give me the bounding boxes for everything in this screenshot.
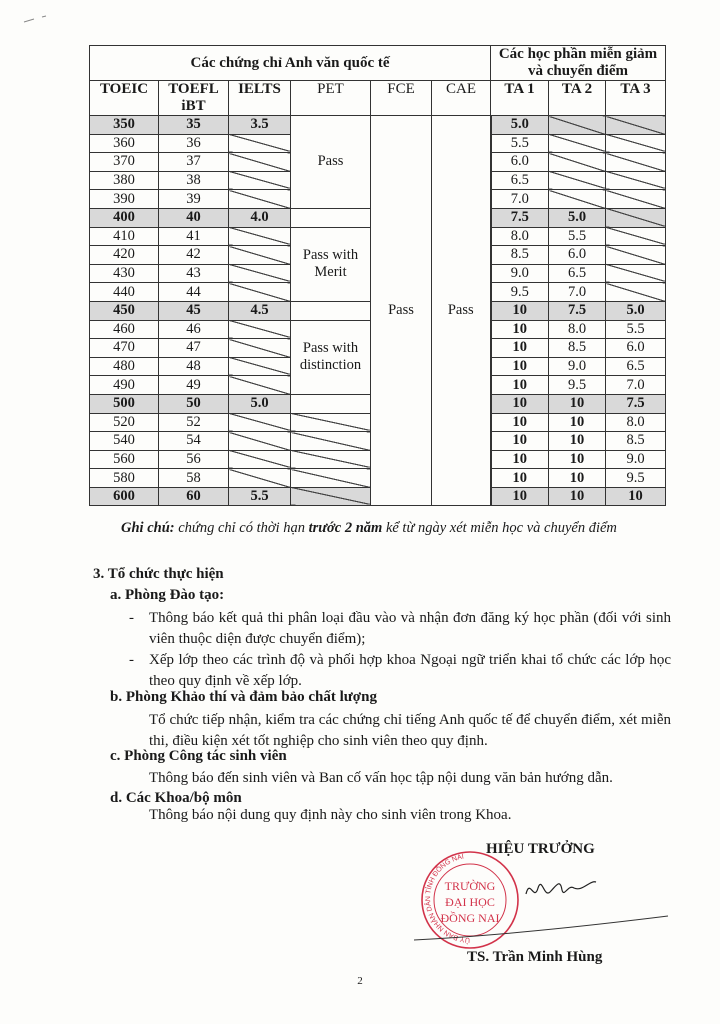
note-text-2: kể từ ngày xét miễn học và chuyển điểm	[382, 520, 617, 536]
cell-pet: Pass	[291, 116, 371, 209]
cell-ta2: 5.0	[549, 208, 606, 227]
cell-ta1: 10	[491, 469, 549, 488]
cell-toeic: 410	[90, 227, 159, 246]
subsection-a-title: a. Phòng Đào tạo:	[110, 587, 225, 603]
subsection-c-title: c. Phòng Công tác sinh viên	[110, 748, 287, 764]
cell-toefl: 56	[159, 450, 229, 469]
cell-toefl: 58	[159, 469, 229, 488]
cell-ta2-crossed	[549, 190, 606, 209]
cell-toefl: 35	[159, 116, 229, 135]
cell-toeic: 470	[90, 339, 159, 358]
cell-ta3: 6.0	[606, 339, 666, 358]
cell-ta2: 6.0	[549, 246, 606, 265]
cell-ielts-crossed	[229, 190, 291, 209]
cell-ielts-crossed	[229, 432, 291, 451]
cell-ielts-crossed	[229, 413, 291, 432]
cell-toefl: 45	[159, 301, 229, 320]
cell-ta1: 10	[491, 320, 549, 339]
cell-ielts-crossed	[229, 227, 291, 246]
cell-pet-empty	[291, 394, 371, 413]
cell-toefl: 42	[159, 246, 229, 265]
cell-ta1: 10	[491, 301, 549, 320]
cell-ielts-crossed	[229, 134, 291, 153]
cell-toeic: 500	[90, 394, 159, 413]
cell-ta3-crossed	[606, 116, 666, 135]
col-header-toefl: TOEFL iBT	[159, 81, 229, 116]
cell-ielts: 3.5	[229, 116, 291, 135]
cell-ielts-crossed	[229, 357, 291, 376]
cell-ta3-crossed	[606, 208, 666, 227]
cell-ta1: 10	[491, 339, 549, 358]
cell-toefl: 36	[159, 134, 229, 153]
cell-ta3: 10	[606, 487, 666, 506]
cell-ta2: 7.0	[549, 283, 606, 302]
cell-ielts-crossed	[229, 264, 291, 283]
cell-toeic: 360	[90, 134, 159, 153]
svg-text:ỦY BAN NHÂN DÂN TỈNH ĐỒNG NAI: ỦY BAN NHÂN DÂN TỈNH ĐỒNG NAI	[425, 853, 471, 944]
cell-toeic: 420	[90, 246, 159, 265]
cell-ta3-crossed	[606, 264, 666, 283]
cell-pet-empty	[291, 208, 371, 227]
signer-name: TS. Trần Minh Hùng	[467, 949, 603, 965]
cell-ta2: 10	[549, 487, 606, 506]
cell-ta1: 8.5	[491, 246, 549, 265]
cell-ta2: 6.5	[549, 264, 606, 283]
cell-ta2: 10	[549, 413, 606, 432]
cell-ta2: 8.5	[549, 339, 606, 358]
cell-ta2: 7.5	[549, 301, 606, 320]
cell-toeic: 390	[90, 190, 159, 209]
cell-ta1: 9.5	[491, 283, 549, 302]
cell-ta1: 6.5	[491, 171, 549, 190]
cell-ta3: 8.0	[606, 413, 666, 432]
cell-ta3-crossed	[606, 227, 666, 246]
cell-ta2: 9.5	[549, 376, 606, 395]
subsection-d-title: d. Các Khoa/bộ môn	[110, 790, 242, 806]
handwritten-signature	[520, 868, 600, 908]
cell-pet-crossed	[291, 413, 371, 432]
cell-ielts: 5.5	[229, 487, 291, 506]
cell-ta1: 7.0	[491, 190, 549, 209]
cell-ielts: 5.0	[229, 394, 291, 413]
cell-ta2: 10	[549, 394, 606, 413]
col-header-fce: FCE	[371, 81, 432, 116]
cell-ta1: 10	[491, 357, 549, 376]
col-header-toeic: TOEIC	[90, 81, 159, 116]
cell-toefl: 49	[159, 376, 229, 395]
cell-ta2: 10	[549, 432, 606, 451]
bullet-dash: -	[129, 610, 134, 626]
cell-ta1: 10	[491, 432, 549, 451]
certificate-table	[89, 45, 666, 506]
cell-toefl: 46	[159, 320, 229, 339]
cell-toefl: 50	[159, 394, 229, 413]
cell-ta3: 7.0	[606, 376, 666, 395]
cell-toeic: 430	[90, 264, 159, 283]
cell-ta3-crossed	[606, 190, 666, 209]
cell-toeic: 370	[90, 153, 159, 172]
cell-ta3: 8.5	[606, 432, 666, 451]
cell-toeic: 400	[90, 208, 159, 227]
cell-pet-crossed	[291, 432, 371, 451]
cell-ielts-crossed	[229, 246, 291, 265]
cell-pet-crossed	[291, 469, 371, 488]
cell-ta2: 8.0	[549, 320, 606, 339]
cell-ta3-crossed	[606, 283, 666, 302]
cell-toefl: 52	[159, 413, 229, 432]
cell-ielts-crossed	[229, 450, 291, 469]
cell-toeic: 490	[90, 376, 159, 395]
cell-toefl: 54	[159, 432, 229, 451]
cell-ta3: 6.5	[606, 357, 666, 376]
signature-underline	[412, 914, 672, 944]
svg-text:ĐỒNG NAI: ĐỒNG NAI	[440, 911, 500, 925]
cell-toefl: 38	[159, 171, 229, 190]
cell-pet: Pass with Merit	[291, 227, 371, 301]
cell-pet-empty	[291, 301, 371, 320]
cell-ta3-crossed	[606, 134, 666, 153]
cell-toeic: 560	[90, 450, 159, 469]
subsection-c-text: Thông báo đến sinh viên và Ban cố vấn học tập nội dung văn bản hướng dẫn.	[149, 770, 613, 786]
table-row	[90, 116, 666, 135]
cell-toefl: 48	[159, 357, 229, 376]
subsection-a-item-1: Thông báo kết quả thi phân loại đầu vào và nhận đơn đăng ký học phần (đối với sinh viên thuộc diện được chuyển điểm);	[149, 610, 671, 647]
cell-pet: Pass with distinction	[291, 320, 371, 394]
col-header-pet: PET	[291, 81, 371, 116]
cell-toefl: 40	[159, 208, 229, 227]
cell-ielts-crossed	[229, 283, 291, 302]
cell-ta1: 10	[491, 413, 549, 432]
group-header-certificates: Các chứng chỉ Anh văn quốc tế	[90, 46, 491, 81]
cell-toeic: 480	[90, 357, 159, 376]
subsection-d-text: Thông báo nội dung quy định này cho sinh viên trong Khoa.	[149, 807, 512, 823]
svg-text:ĐẠI HỌC: ĐẠI HỌC	[445, 895, 495, 909]
cell-pet-crossed	[291, 487, 371, 506]
note-label: Ghi chú:	[121, 520, 175, 536]
cell-toefl: 43	[159, 264, 229, 283]
cell-ta1: 10	[491, 487, 549, 506]
certificate-table-body	[90, 116, 666, 506]
cell-toeic: 350	[90, 116, 159, 135]
cell-toefl: 47	[159, 339, 229, 358]
cell-ta3-crossed	[606, 246, 666, 265]
cell-cae: Pass	[432, 116, 491, 506]
cell-ta2: 10	[549, 469, 606, 488]
cell-toeic: 460	[90, 320, 159, 339]
table-note	[121, 520, 617, 537]
cell-toeic: 450	[90, 301, 159, 320]
cell-ta2: 5.5	[549, 227, 606, 246]
col-header-cae: CAE	[432, 81, 491, 116]
col-header-ta1: TA 1	[491, 81, 549, 116]
cell-ta2-crossed	[549, 116, 606, 135]
cell-ta3: 7.5	[606, 394, 666, 413]
cell-ielts-crossed	[229, 469, 291, 488]
subsection-b-text: Tổ chức tiếp nhận, kiểm tra các chứng chỉ tiếng Anh quốc tế để chuyển điểm, xét miễn thi, điều kiện xét tốt nghiệp cho sinh viên theo quy định.	[149, 712, 671, 749]
cell-ta3: 5.5	[606, 320, 666, 339]
cell-ielts-crossed	[229, 339, 291, 358]
col-header-ielts: IELTS	[229, 81, 291, 116]
cell-ielts-crossed	[229, 171, 291, 190]
cell-toefl: 44	[159, 283, 229, 302]
cell-toeic: 520	[90, 413, 159, 432]
cell-ta1: 5.5	[491, 134, 549, 153]
cell-ta2: 9.0	[549, 357, 606, 376]
section-title: 3. Tổ chức thực hiện	[93, 566, 224, 582]
cell-ta1: 8.0	[491, 227, 549, 246]
cell-ta2: 10	[549, 450, 606, 469]
cell-ielts-crossed	[229, 153, 291, 172]
cell-ta1: 10	[491, 376, 549, 395]
col-header-ta3: TA 3	[606, 81, 666, 116]
cell-ta3: 5.0	[606, 301, 666, 320]
cell-toefl: 60	[159, 487, 229, 506]
cell-ta2-crossed	[549, 153, 606, 172]
cell-toeic: 440	[90, 283, 159, 302]
col-header-ta2: TA 2	[549, 81, 606, 116]
cell-ta2-crossed	[549, 171, 606, 190]
cell-ta1: 7.5	[491, 208, 549, 227]
cell-toeic: 580	[90, 469, 159, 488]
signer-title: HIỆU TRƯỞNG	[486, 841, 595, 857]
cell-pet-crossed	[291, 450, 371, 469]
cell-ta3: 9.5	[606, 469, 666, 488]
cell-ielts: 4.5	[229, 301, 291, 320]
cell-ta1: 5.0	[491, 116, 549, 135]
cell-ta3-crossed	[606, 171, 666, 190]
page-number: 2	[357, 975, 363, 987]
bullet-dash: -	[129, 652, 134, 668]
subsection-a-item-2: Xếp lớp theo các trình độ và phối hợp khoa Ngoại ngữ triển khai tổ chức các lớp học theo quy định về xếp lớp.	[149, 652, 671, 689]
cell-ta1: 10	[491, 450, 549, 469]
cell-ielts-crossed	[229, 320, 291, 339]
cell-ielts: 4.0	[229, 208, 291, 227]
cell-ta1: 9.0	[491, 264, 549, 283]
cell-toefl: 37	[159, 153, 229, 172]
scan-speck	[22, 14, 52, 24]
subsection-b-title: b. Phòng Khảo thí và đảm bảo chất lượng	[110, 689, 377, 705]
cell-ta3: 9.0	[606, 450, 666, 469]
note-text-1: chứng chỉ có thời hạn	[174, 520, 309, 536]
cell-toeic: 600	[90, 487, 159, 506]
cell-ta3-crossed	[606, 153, 666, 172]
cell-toeic: 380	[90, 171, 159, 190]
svg-text:TRƯỜNG: TRƯỜNG	[444, 879, 496, 893]
group-header-exemptions: Các học phần miễn giảm và chuyển điểm	[491, 46, 666, 81]
note-bold: trước 2 năm	[308, 520, 383, 536]
cell-ielts-crossed	[229, 376, 291, 395]
cell-toeic: 540	[90, 432, 159, 451]
cell-toefl: 39	[159, 190, 229, 209]
cell-fce: Pass	[371, 116, 432, 506]
cell-ta1: 10	[491, 394, 549, 413]
cell-toefl: 41	[159, 227, 229, 246]
cell-ta2-crossed	[549, 134, 606, 153]
cell-ta1: 6.0	[491, 153, 549, 172]
